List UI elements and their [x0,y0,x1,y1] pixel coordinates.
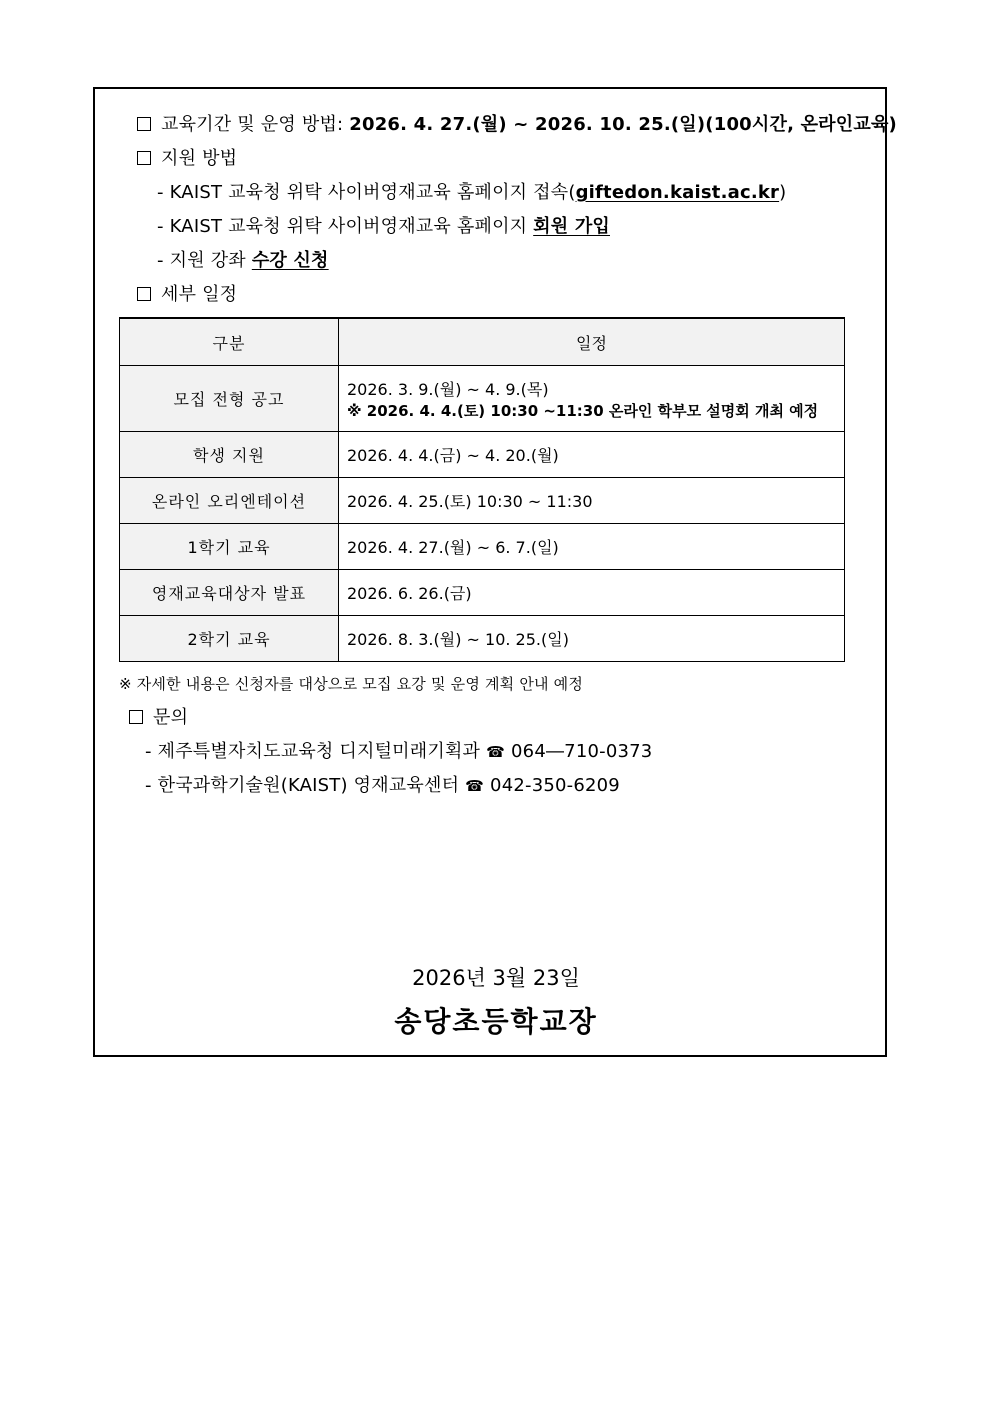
apply-heading [137,144,237,170]
contact-line2-phone: 042-350-6209 [490,775,620,796]
homepage-link[interactable]: giftedon.kaist.ac.kr [575,182,780,203]
row-category: 온라인 오리엔테이션 [120,478,339,524]
table-row [120,478,845,524]
schedule-label: 세부 일정 [161,284,238,305]
checkbox-square-icon [129,710,143,724]
row-note: ※ 2026. 4. 4.(토) 10:30 ~11:30 온라인 학부모 설명회 개최 예정 [347,401,819,420]
table-row [120,616,845,662]
apply-step1-suffix: ) [779,182,787,203]
phone-icon: ☎ [486,743,506,761]
apply-step3 [157,246,329,272]
row-date-cell [339,366,845,432]
table-row [120,570,845,616]
row-category: 2학기 교육 [120,616,339,662]
schedule-footnote: ※ 자세한 내용은 신청자를 대상으로 모집 요강 및 운영 계획 안내 예정 [119,675,584,693]
document-date: 2026년 3월 23일 [412,966,580,990]
contact-line1-org: - 제주특별자치도교육청 디지털미래기획과 [145,741,481,762]
row-category: 영재교육대상자 발표 [120,570,339,616]
row-date: 2026. 4. 4.(금) ~ 4. 20.(월) [339,432,845,478]
row-date: 2026. 4. 25.(토) 10:30 ~ 11:30 [339,478,845,524]
contact-line1 [145,737,652,763]
apply-step2-prefix: - KAIST 교육청 위탁 사이버영재교육 홈페이지 [157,216,534,237]
period-label: 교육기간 및 운영 방법: [161,114,350,135]
checkbox-square-icon [137,117,151,131]
checkbox-square-icon [137,287,151,301]
checkbox-square-icon [137,151,151,165]
table-row [120,524,845,570]
period-value: 2026. 4. 27.(월) ~ 2026. 10. 25.(일)(100시간, 온라인교육) [349,114,897,135]
apply-step3-emph: 수강 신청 [251,250,329,271]
row-category: 1학기 교육 [120,524,339,570]
period-line [137,110,897,136]
apply-step2-emph: 회원 가입 [533,216,610,237]
row-date: 2026. 4. 27.(월) ~ 6. 7.(일) [339,524,845,570]
row-category: 모집 전형 공고 [120,366,339,432]
row-date: 2026. 8. 3.(월) ~ 10. 25.(일) [339,616,845,662]
apply-label: 지원 방법 [161,148,238,169]
apply-step3-prefix: - 지원 강좌 [157,250,252,271]
contact-label: 문의 [153,707,189,728]
row-date: 2026. 3. 9.(월) ~ 4. 9.(목) [347,379,549,399]
phone-icon: ☎ [465,777,485,795]
apply-step1-prefix: - KAIST 교육청 위탁 사이버영재교육 홈페이지 접속( [157,182,576,203]
contact-heading [129,703,188,729]
header-date: 일정 [339,318,845,366]
signature: 송당초등학교장 [394,1005,598,1038]
row-date: 2026. 6. 26.(금) [339,570,845,616]
table-row [120,432,845,478]
schedule-heading [137,280,237,306]
contact-line1-phone: 064―710-0373 [511,741,653,762]
contact-line2-org: - 한국과학기술원(KAIST) 영재교육센터 [145,775,460,796]
contact-line2 [145,771,620,797]
row-category: 학생 지원 [120,432,339,478]
schedule-table [119,317,845,662]
header-category: 구분 [120,318,339,366]
apply-step1 [157,178,786,204]
table-row [120,366,845,432]
apply-step2 [157,212,610,238]
